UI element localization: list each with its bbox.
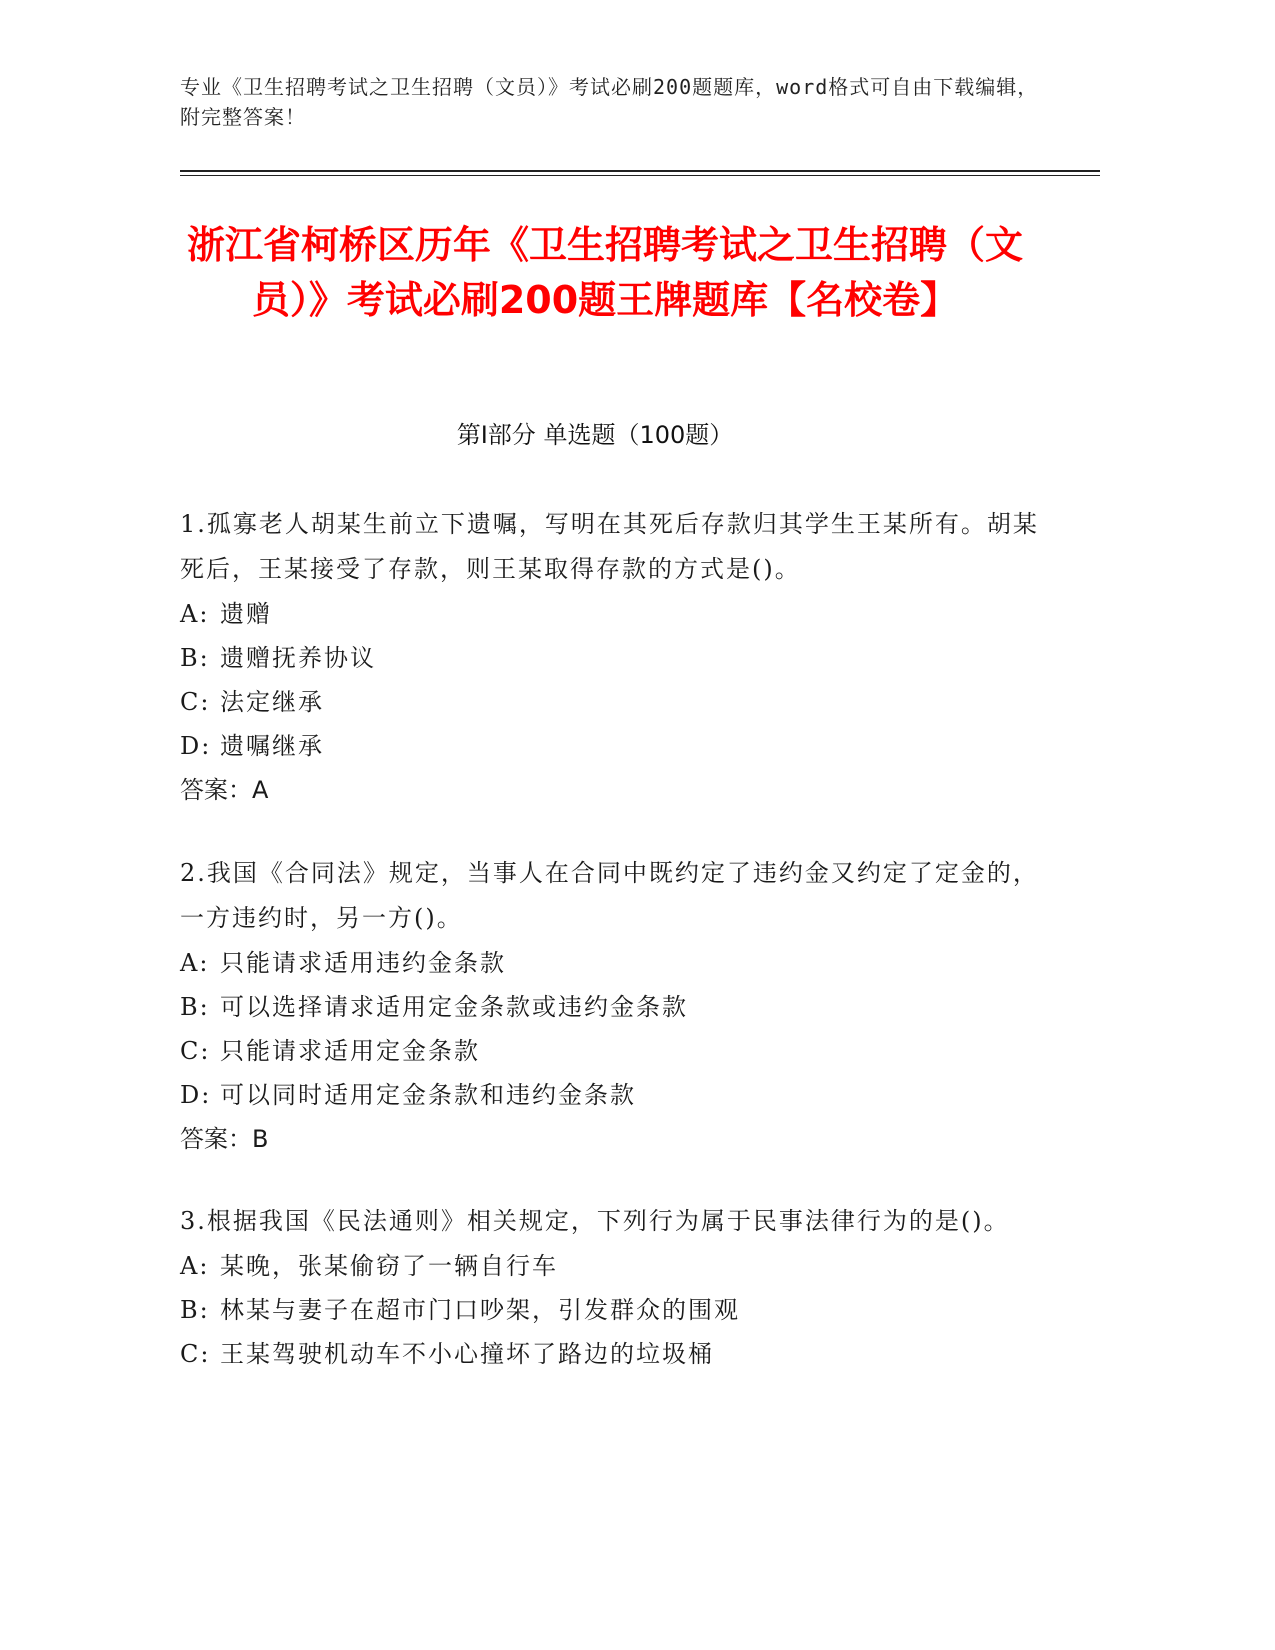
option-key: C: — [180, 688, 211, 716]
question-stem: 2.我国《合同法》规定，当事人在合同中既约定了违约金又约定了定金的，一方违约时，另一方()。 — [180, 859, 1039, 932]
option-text: 遗赠抚养协议 — [220, 644, 376, 672]
option-key: D: — [180, 1081, 212, 1109]
option-key: A: — [180, 949, 210, 977]
question-stem: 3.根据我国《民法通则》相关规定，下列行为属于民事法律行为的是()。 — [180, 1207, 1010, 1235]
option-b — [180, 1288, 1040, 1332]
option-key: D: — [180, 732, 212, 760]
question-3 — [180, 1199, 1040, 1376]
option-key: B: — [180, 644, 210, 672]
option-a — [180, 1244, 1040, 1288]
option-text: 法定继承 — [220, 688, 324, 716]
option-text: 只能请求适用违约金条款 — [220, 949, 506, 977]
document-title: 浙江省柯桥区历年《卫生招聘考试之卫生招聘（文员）》考试必刷200题王牌题库【名校卷】 — [186, 223, 1023, 322]
option-text: 林某与妻子在超市门口吵架，引发群众的围观 — [220, 1296, 740, 1324]
header-divider-thin — [180, 175, 1100, 176]
option-d — [180, 724, 1040, 768]
question-stem: 1.孤寡老人胡某生前立下遗嘱，写明在其死后存款归其学生王某所有。胡某死后，王某接受了存款，则王某取得存款的方式是()。 — [180, 510, 1039, 583]
question-2 — [180, 851, 1040, 1161]
option-c — [180, 1029, 1040, 1073]
option-key: C: — [180, 1037, 211, 1065]
answer: 答案：B — [180, 1125, 269, 1153]
option-key: B: — [180, 993, 210, 1021]
header-note: 专业《卫生招聘考试之卫生招聘（文员）》考试必刷200题题库，word格式可自由下载编辑，附完整答案！ — [180, 75, 1039, 129]
option-text: 王某驾驶机动车不小心撞坏了路边的垃圾桶 — [220, 1340, 714, 1368]
option-b — [180, 985, 1040, 1029]
option-key: A: — [180, 1252, 210, 1280]
option-key: B: — [180, 1296, 210, 1324]
option-a — [180, 941, 1040, 985]
option-c — [180, 680, 1040, 724]
question-1 — [180, 502, 1040, 812]
option-b — [180, 636, 1040, 680]
option-c — [180, 1332, 1040, 1376]
section-heading: 第Ⅰ部分 单选题（100题） — [456, 421, 734, 449]
header-divider-thick — [180, 170, 1100, 172]
option-text: 可以同时适用定金条款和违约金条款 — [220, 1081, 636, 1109]
option-text: 可以选择请求适用定金条款或违约金条款 — [220, 993, 688, 1021]
option-text: 遗嘱继承 — [220, 732, 324, 760]
option-text: 遗赠 — [220, 600, 272, 628]
option-d — [180, 1073, 1040, 1117]
option-a — [180, 592, 1040, 636]
option-key: A: — [180, 600, 210, 628]
answer: 答案：A — [180, 776, 269, 804]
option-text: 某晚，张某偷窃了一辆自行车 — [220, 1252, 558, 1280]
option-text: 只能请求适用定金条款 — [220, 1037, 480, 1065]
option-key: C: — [180, 1340, 211, 1368]
